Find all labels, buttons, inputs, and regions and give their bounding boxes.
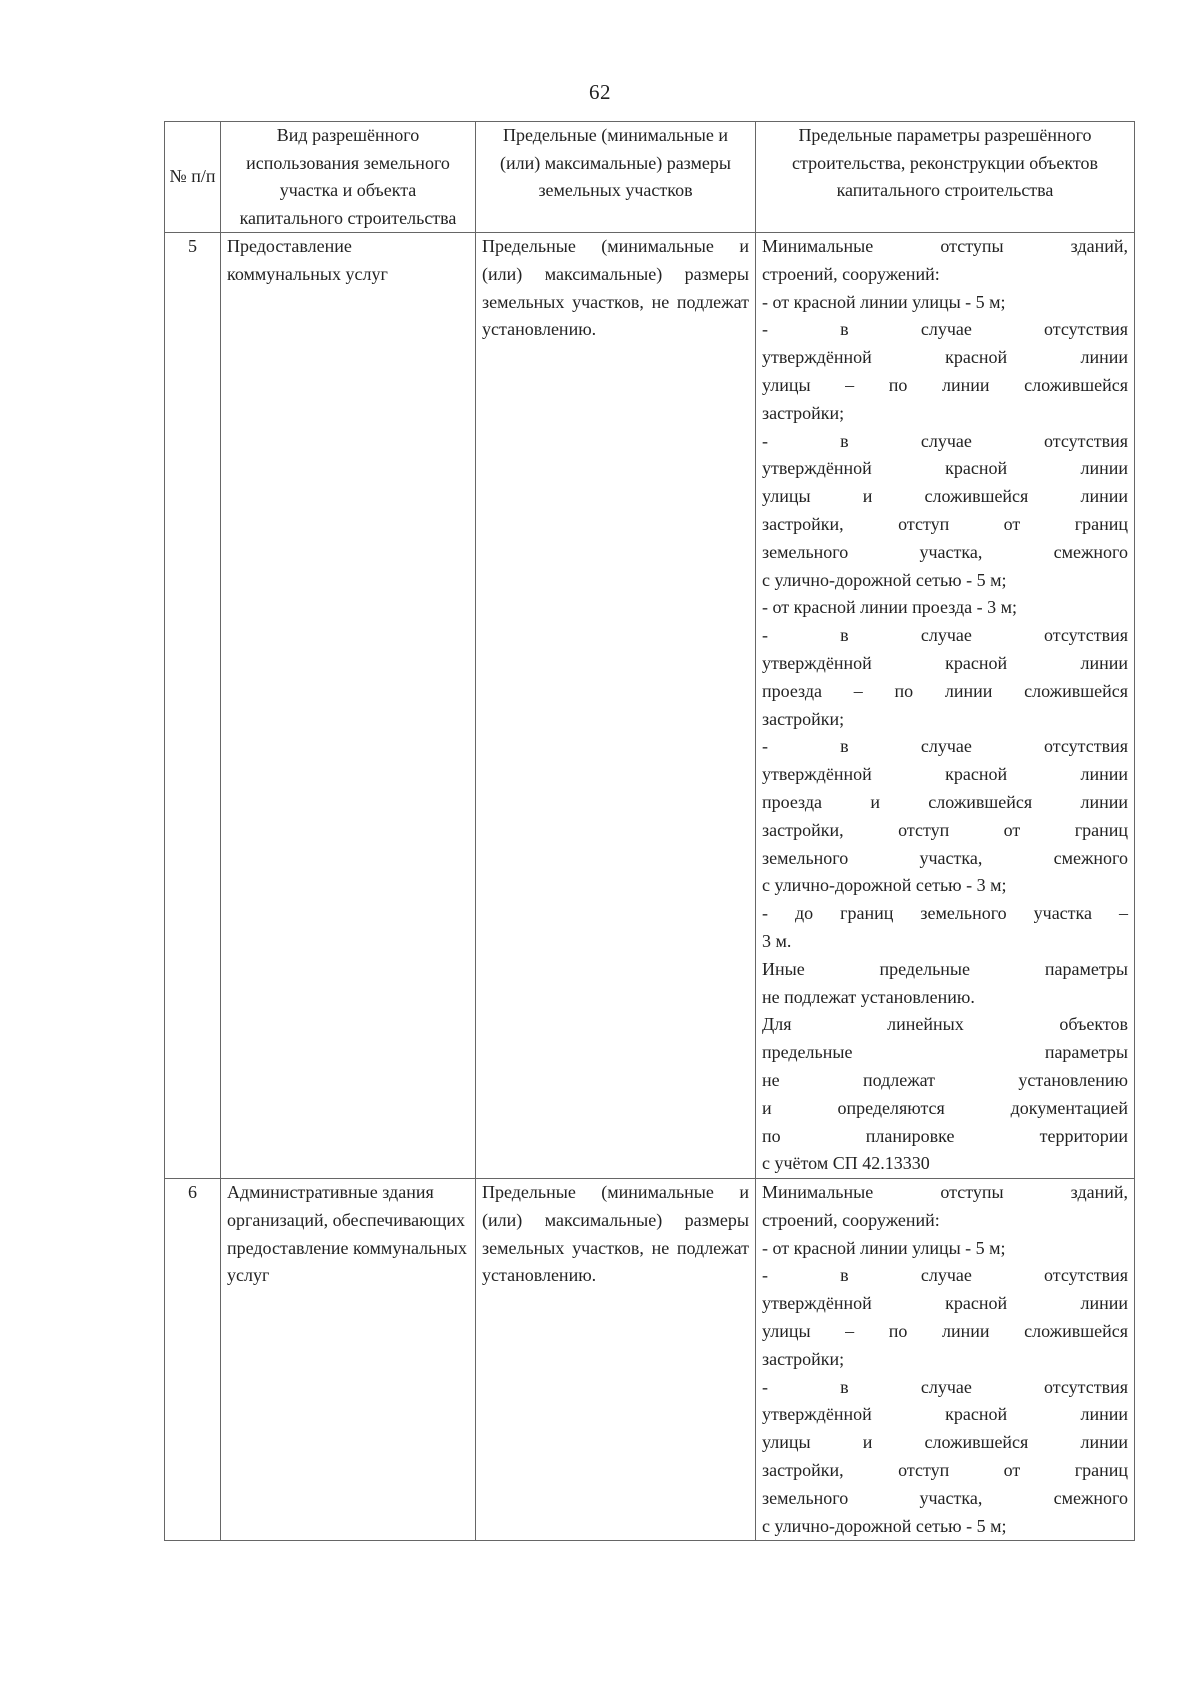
build-params-cell (756, 233, 1135, 1179)
params-line: строений, сооружений: (762, 1209, 940, 1230)
params-line: утверждённой красной линии (762, 1404, 1128, 1425)
params-line: улицы – по линии сложившейся (762, 1321, 1128, 1342)
params-line: - в случае отсутствия (762, 736, 1128, 757)
params-line: застройки; (762, 708, 845, 729)
params-line: Для линейных объектов (762, 1014, 1128, 1035)
params-line: застройки; (762, 1348, 845, 1369)
row-number: 5 (165, 233, 221, 1179)
params-line: с улично-дорожной сетью - 5 м; (762, 569, 1007, 590)
plot-size-cell: Предельные (минимальные и (или) максимальные) размеры земельных участков, не подлежат установлению. (476, 1179, 756, 1541)
params-line: утверждённой красной линии (762, 347, 1128, 368)
params-line: - в случае отсутствия (762, 430, 1128, 451)
params-line: - в случае отсутствия (762, 625, 1128, 646)
usage-kind-cell: Административные здания организаций, обеспечивающих предоставление коммунальных услуг (221, 1179, 476, 1541)
params-line: проезда – по линии сложившейся (762, 680, 1128, 701)
params-line: утверждённой красной линии (762, 652, 1128, 673)
params-line: и определяются документацией (762, 1097, 1128, 1118)
params-line: Минимальные отступы зданий, (762, 236, 1128, 256)
params-line: с улично-дорожной сетью - 3 м; (762, 875, 1007, 896)
params-line: предельные параметры (762, 1042, 1128, 1063)
params-line: - до границ земельного участка – (762, 903, 1128, 924)
zoning-table (164, 121, 1135, 1541)
table-row (165, 233, 1135, 1179)
params-line: улицы и сложившейся линии (762, 486, 1128, 507)
params-line: утверждённой красной линии (762, 1293, 1128, 1314)
params-line: 3 м. (762, 930, 792, 951)
params-line: не подлежат установлению (762, 1069, 1128, 1090)
usage-kind-cell: Предоставление коммунальных услуг (221, 233, 476, 1179)
plot-size-cell: Предельные (минимальные и (или) максимальные) размеры земельных участков, не подлежат установлению. (476, 233, 756, 1179)
header-usage-kind: Вид разрешённого использования земельного участка и объекта капитального строительства (221, 122, 476, 233)
page-number: 62 (589, 80, 611, 104)
params-line: - в случае отсутствия (762, 319, 1128, 340)
params-line: - в случае отсутствия (762, 1265, 1128, 1286)
params-line: по планировке территории (762, 1125, 1128, 1146)
params-line: земельного участка, смежного (762, 847, 1128, 868)
table-body (165, 233, 1135, 1541)
header-plot-size: Предельные (минимальные и (или) максимальные) размеры земельных участков (476, 122, 756, 233)
params-line: утверждённой красной линии (762, 458, 1128, 479)
params-line: с учётом СП 42.13330 (762, 1153, 930, 1174)
params-line: Иные предельные параметры (762, 958, 1128, 979)
params-line: - от красной линии проезда - 3 м; (762, 597, 1018, 618)
row-number: 6 (165, 1179, 221, 1541)
params-line: Минимальные отступы зданий, (762, 1182, 1128, 1203)
params-line: улицы – по линии сложившейся (762, 374, 1128, 395)
params-line: застройки, отступ от границ (762, 819, 1128, 840)
params-line: не подлежат установлению. (762, 986, 975, 1007)
params-line: застройки, отступ от границ (762, 1460, 1128, 1481)
table-row (165, 1179, 1135, 1541)
table-header-row (165, 122, 1135, 233)
params-line: строений, сооружений: (762, 263, 940, 284)
params-line: с улично-дорожной сетью - 5 м; (762, 1515, 1007, 1536)
params-line: - в случае отсутствия (762, 1376, 1128, 1397)
params-line: - от красной линии улицы - 5 м; (762, 1237, 1006, 1258)
params-line: земельного участка, смежного (762, 1487, 1128, 1508)
params-line: улицы и сложившейся линии (762, 1432, 1128, 1453)
build-params-cell (756, 1179, 1135, 1541)
params-line: застройки; (762, 402, 845, 423)
params-line: застройки, отступ от границ (762, 513, 1128, 534)
params-line: утверждённой красной линии (762, 764, 1128, 785)
header-number: № п/п (165, 122, 221, 233)
params-line: проезда и сложившейся линии (762, 791, 1128, 812)
header-build-params: Предельные параметры разрешённого строительства, реконструкции объектов капитального строительства (756, 122, 1135, 233)
params-line: - от красной линии улицы - 5 м; (762, 291, 1006, 312)
params-line: земельного участка, смежного (762, 541, 1128, 562)
